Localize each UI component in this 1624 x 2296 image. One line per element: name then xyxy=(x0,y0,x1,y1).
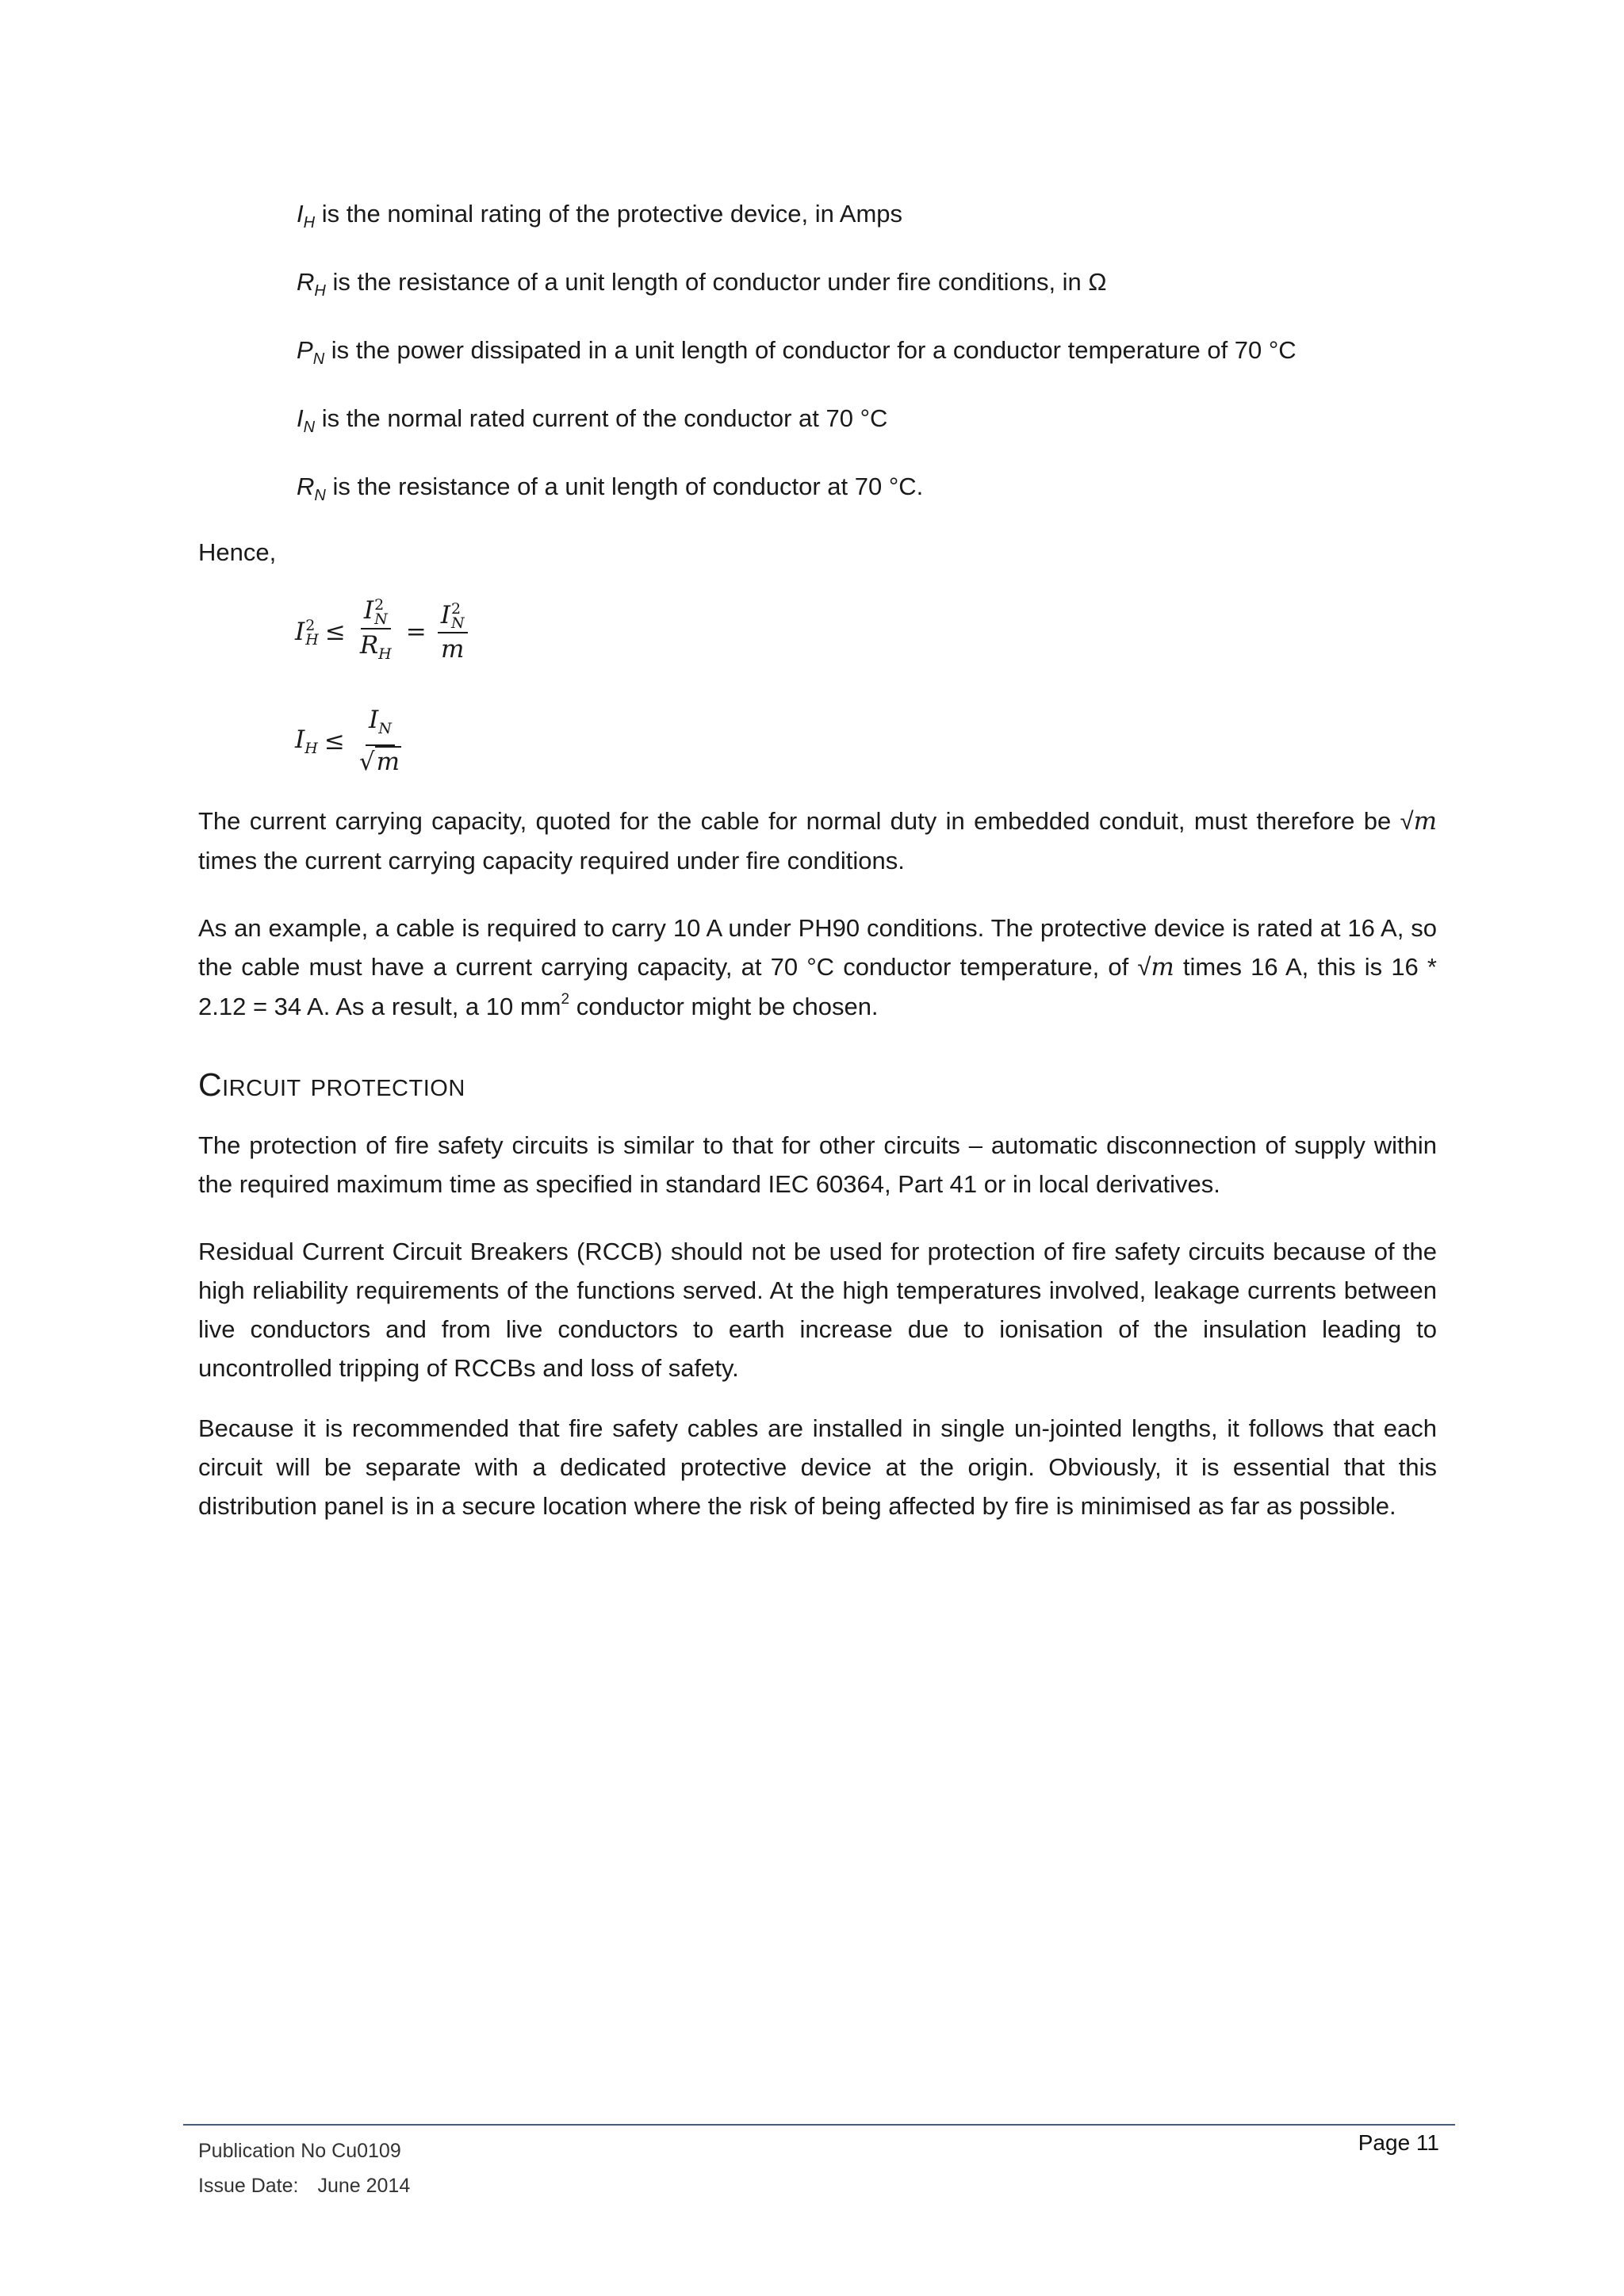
equation-current-limit xyxy=(295,706,409,776)
eq1-lhs: I 2 H xyxy=(295,617,319,649)
publication-number: Publication No Cu0109 xyxy=(198,2140,401,2162)
hence-text: Hence, xyxy=(198,538,277,566)
definition-in: $I_N$ is the normal rated current of the conductor at 70 °C xyxy=(297,404,888,436)
definition-pn: $P_N$ is the power dissipated in a unit length of conductor for a conductor temperature of 70 °C xyxy=(297,336,1297,368)
fraction-in-over-rh: I 2 N $R_H$ xyxy=(359,595,392,663)
fraction-in-over-m: I 2 N m xyxy=(438,601,468,664)
paragraph-unjointed-lengths: Because it is recommended that fire safety cables are installed in single un-jointed lengths, it follows that each circuit will be separate with a dedicated protective device at the origin. Obviously, it is essential that this distribution panel is in a secure location where the risk of being affected by fire is minimised as far as possible. xyxy=(198,1414,1437,1520)
definition-rn: $R_N$ is the resistance of a unit length of conductor at 70 °C. xyxy=(297,473,924,504)
paragraph-carrying-capacity: The current carrying capacity, quoted for the cable for normal duty in embedded conduit, must therefore be √m times the current carrying capacity required under fire conditions. xyxy=(198,807,1437,874)
footer-divider xyxy=(183,2124,1455,2126)
section-heading-circuit-protection: Circuit protection xyxy=(198,1066,465,1103)
issue-date-row: Issue Date: June 2014 xyxy=(198,2175,411,2197)
symbol-definitions xyxy=(297,198,1486,539)
definition-ih: $I_H$ is the nominal rating of the protective device, in Amps xyxy=(297,200,903,232)
fraction-in-over-sqrt-m: $\frac{I_N}{√m}$ xyxy=(358,706,400,777)
leq-symbol: ≤ xyxy=(324,726,345,756)
equation-current-squared xyxy=(295,596,473,668)
footer-publication-info xyxy=(198,2133,410,2203)
definition-rh: $R_H$ is the resistance of a unit length of conductor under fire conditions, in Ω xyxy=(297,268,1107,300)
paragraph-example: As an example, a cable is required to carry 10 A under PH90 conditions. The protective device is rated at 16 A, so the cable must have a current carrying capacity, at 70 °C conductor temperature, of √m times 16 A, this is 16 * 2.12 = 34 A. As a result, a 10 $mm^2$ conductor might be chosen. xyxy=(198,914,1437,1020)
paragraph-protection: The protection of fire safety circuits is similar to that for other circuits – automatic disconnection of supply within the required maximum time as specified in standard IEC 60364, Part 41 or in local derivatives. xyxy=(198,1131,1437,1198)
paragraph-rccb: Residual Current Circuit Breakers (RCCB) should not be used for protection of fire safety circuits because of the high reliability requirements of the functions served. At the high temperatures involved, leakage currents between live conductors and from live conductors to earth increase due to ionisation of the insulation leading to uncontrolled tripping of RCCBs and loss of safety. xyxy=(198,1238,1437,1382)
eq2-lhs: $I_H$ xyxy=(295,725,318,757)
page-number: Page 11 xyxy=(1358,2130,1439,2155)
leq-symbol: ≤ xyxy=(324,618,346,647)
equals-symbol: = xyxy=(405,618,427,647)
